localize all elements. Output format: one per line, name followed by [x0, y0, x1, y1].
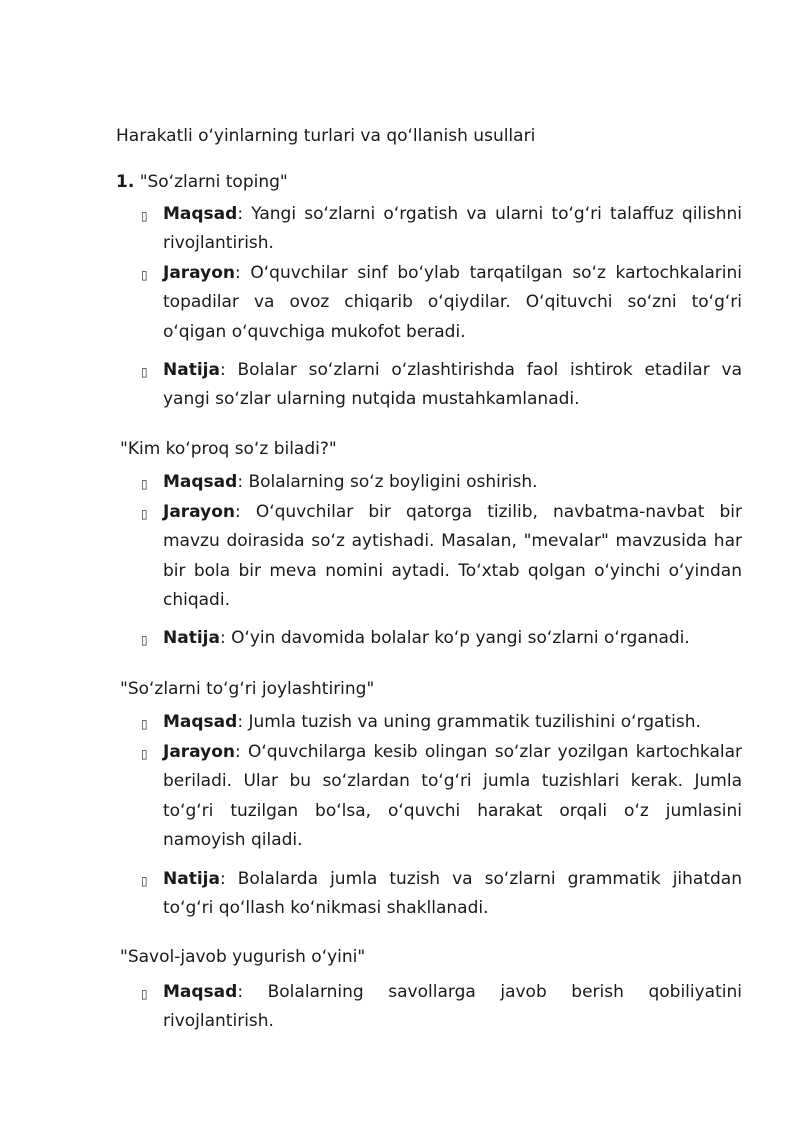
section-heading-3	[120, 677, 374, 701]
item-term: Natija	[163, 628, 220, 648]
item-term: Jarayon	[163, 502, 235, 522]
item-body: : Yangi so‘zlarni o‘rgatish va ularni to‘g‘ri talaffuz qilishni rivojlantirish.	[163, 204, 742, 254]
section-title: "So‘zlarni to‘g‘ri joylashtiring"	[120, 679, 375, 699]
section-number: 1.	[116, 172, 135, 192]
section-heading-4	[120, 945, 365, 969]
item-term: Jarayon	[163, 742, 235, 762]
bullet-icon: ▯	[141, 747, 148, 761]
item-term: Jarayon	[163, 263, 235, 283]
item-term: Maqsad	[163, 982, 238, 1002]
list-item	[163, 708, 742, 737]
bullet-icon: ▯	[141, 477, 148, 491]
section-title: "Savol-javob yugurish o‘yini"	[120, 947, 366, 967]
section-title: "Kim ko‘proq so‘z biladi?"	[120, 439, 337, 459]
item-body: : O‘quvchilar sinf bo‘ylab tarqatilgan so‘z kartochkalarini topadilar va ovoz chiqarib o‘qiydilar. O‘qituvchi so‘zni to‘g‘ri o‘qigan o‘quvchiga mukofot beradi.	[163, 263, 742, 342]
bullet-icon: ▯	[141, 268, 148, 282]
item-body: : Bolalarning savollarga javob berish qobiliyatini rivojlantirish.	[163, 982, 742, 1032]
list-item	[163, 498, 742, 615]
item-term: Maqsad	[163, 204, 238, 224]
bullet-icon: ▯	[141, 987, 148, 1001]
bullet-icon: ▯	[141, 717, 148, 731]
list-item	[163, 356, 742, 415]
list-item	[163, 738, 742, 855]
item-body: : Bolalarning so‘z boyligini oshirish.	[237, 472, 538, 492]
bullet-icon: ▯	[141, 633, 148, 647]
list-item	[163, 468, 742, 497]
bullet-icon: ▯	[141, 874, 148, 888]
item-term: Natija	[163, 869, 220, 889]
item-body: : Jumla tuzish va uning grammatik tuzilishini o‘rgatish.	[237, 712, 701, 732]
item-body: : O‘quvchilarga kesib olingan so‘zlar yozilgan kartochkalar beriladi. Ular bu so‘zlardan to‘g‘ri jumla tuzishlari kerak. Jumla to‘g‘ri tuzilgan bo‘lsa, o‘quvchi harakat orqali o‘z jumlasini namoyish qiladi.	[163, 742, 742, 850]
list-item	[163, 978, 742, 1037]
list-item	[163, 259, 742, 347]
list-item	[163, 624, 742, 653]
item-term: Maqsad	[163, 712, 238, 732]
item-term: Maqsad	[163, 472, 238, 492]
bullet-icon: ▯	[141, 365, 148, 379]
item-body: : O‘yin davomida bolalar ko‘p yangi so‘zlarni o‘rganadi.	[219, 628, 690, 648]
item-body: : O‘quvchilar bir qatorga tizilib, navbatma-navbat bir mavzu doirasida so‘z aytishadi. Masalan, "mevalar" mavzusida har bir bola bir meva nomini aytadi. To‘xtab qolgan o‘yinchi o‘yindan chiqadi.	[163, 502, 742, 610]
bullet-icon: ▯	[141, 507, 148, 521]
section-title: "So‘zlarni toping"	[134, 172, 288, 192]
item-body: : Bolalarda jumla tuzish va so‘zlarni grammatik jihatdan to‘g‘ri qo‘llash ko‘nikmasi shakllanadi.	[163, 869, 742, 919]
document-title: Harakatli o‘yinlarning turlari va qo‘llanish usullari	[116, 126, 536, 146]
list-item	[163, 865, 742, 924]
section-heading-1	[116, 170, 288, 194]
section-heading-2	[120, 437, 337, 461]
item-body: : Bolalar so‘zlarni o‘zlashtirishda faol ishtirok etadilar va yangi so‘zlar ularning nutqida mustahkamlanadi.	[163, 360, 742, 410]
item-term: Natija	[163, 360, 220, 380]
bullet-icon: ▯	[141, 209, 148, 223]
list-item	[163, 200, 742, 259]
